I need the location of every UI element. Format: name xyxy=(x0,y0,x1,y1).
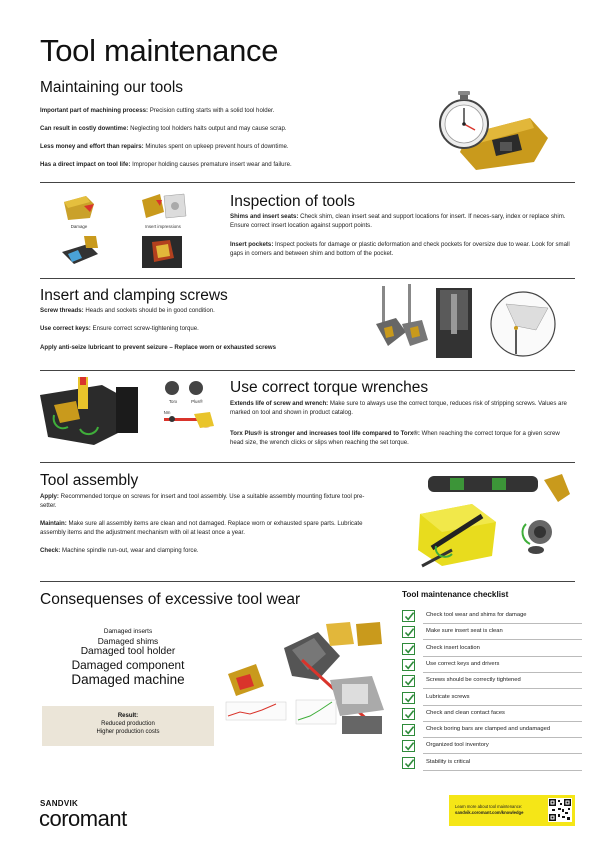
maintaining-heading: Maintaining our tools xyxy=(40,79,184,96)
checkbox-checked-icon[interactable] xyxy=(402,740,415,752)
checklist-item-label: Organized tool inventory xyxy=(426,742,489,749)
checklist-item xyxy=(402,690,582,706)
checklist-title: Tool maintenance checklist xyxy=(402,590,509,599)
checklist-item xyxy=(402,722,582,738)
checklist-item-label: Use correct keys and drivers xyxy=(426,660,500,667)
promo-link[interactable]: sandvik.coromant.com/knowledge xyxy=(455,809,524,815)
inspection-item: Insert pockets: Inspect pockets for damage or plastic deformation and check pockets for oversize due to wear. Look for small gaps in corners and between shim and bottom of the pocket. xyxy=(230,241,570,257)
result-box xyxy=(42,706,214,746)
damage-list xyxy=(38,628,218,688)
checklist-item xyxy=(402,608,582,624)
torque-heading: Use correct torque wrenches xyxy=(230,379,429,396)
checklist-item-label: Stability is critical xyxy=(426,758,471,765)
stopwatch-toolholder-image xyxy=(430,90,550,170)
checkbox-checked-icon[interactable] xyxy=(402,610,415,622)
checklist-item xyxy=(402,657,582,673)
checklist-item-label: Check insert location xyxy=(426,644,480,651)
inspection-item: Shims and insert seats: Check shim, clean insert seat and support locations for insert. If neces-sary, index or replace shim. Ensure correct insert location against support points. xyxy=(230,213,566,229)
result-line: Higher production costs xyxy=(96,729,160,736)
checklist-item-label: Check and clean contact faces xyxy=(426,709,505,716)
checkbox-checked-icon[interactable] xyxy=(402,675,415,687)
torx-plus-images xyxy=(160,378,218,438)
divider xyxy=(40,182,575,183)
screws-images xyxy=(376,284,576,364)
checkbox-checked-icon[interactable] xyxy=(402,692,415,704)
assembly-item: Maintain: Make sure all assembly items are clean and not damaged. Replace worn or exhausted spare parts. Lubricate assembly items and the adjustment mechanism with oil at least once a year. xyxy=(40,520,363,536)
inspection-heading: Inspection of tools xyxy=(230,193,355,210)
screws-item: Apply anti-seize lubricant to prevent seizure – Replace worn or exhausted screws xyxy=(40,344,277,351)
insert-impressions-image xyxy=(138,190,188,222)
toolholder-pocket-image xyxy=(60,234,100,270)
screws-heading: Insert and clamping screws xyxy=(40,287,228,304)
maintaining-item: Has a direct impact on tool life: Improper holding causes premature insert wear and failure. xyxy=(40,161,292,168)
checklist-item xyxy=(402,755,582,771)
screws-item: Screw threads: Heads and sockets should be in good condition. xyxy=(40,307,215,314)
torx-caption: Torx xyxy=(168,399,178,404)
assembly-heading: Tool assembly xyxy=(40,472,139,489)
screws-item: Use correct keys: Ensure correct screw-tightening torque. xyxy=(40,325,199,332)
divider xyxy=(40,370,575,371)
promo-text: Learn more about tool maintenance: sandvik.coromant.com/knowledge xyxy=(455,804,524,815)
assembly-item: Check: Machine spindle run-out, wear and clamping force. xyxy=(40,547,199,554)
tool-wear-consequence-image xyxy=(222,620,390,740)
damage-list-item: Damaged inserts xyxy=(103,628,153,635)
checklist-item-label: Check boring bars are clamped and undamaged xyxy=(426,726,551,733)
maintaining-item: Less money and effort than repairs: Minutes spent on upkeep prevent hours of downtime. xyxy=(40,143,289,150)
damage-list-item: Damaged tool holder xyxy=(80,645,176,657)
checklist-item xyxy=(402,624,582,640)
brand-logo-line1: SANDVIK xyxy=(40,799,79,808)
insert-impressions-caption: Insert impressions xyxy=(145,224,181,229)
checklist-item xyxy=(402,738,582,754)
divider xyxy=(40,462,575,463)
result-line: Reduced production xyxy=(101,721,155,728)
checklist-item-label: Screws should be correctly tightened xyxy=(426,677,521,684)
damage-list-item: Damaged shims xyxy=(97,635,159,646)
checklist-item-label: Make sure insert seat is clean xyxy=(426,628,503,635)
nm-caption: Nm xyxy=(163,410,171,415)
assembly-fixture-images xyxy=(412,470,576,574)
checklist-item xyxy=(402,673,582,689)
checkbox-checked-icon[interactable] xyxy=(402,626,415,638)
page-title: Tool maintenance xyxy=(40,33,279,68)
checkbox-checked-icon[interactable] xyxy=(402,757,415,769)
divider xyxy=(40,278,575,279)
assembly-item: Apply: Recommended torque on screws for insert and tool assembly. Use a suitable assembly mounting fixture tool pre-setter. xyxy=(40,493,365,509)
torque-wrench-toolholder-image xyxy=(40,375,144,455)
checklist-divider xyxy=(423,770,582,771)
checklist-item-label: Check tool wear and shims for damage xyxy=(426,612,527,618)
damage-caption: Damage xyxy=(70,224,88,229)
brand-logo-line2: coromant xyxy=(39,806,127,831)
maintaining-item: Important part of machining process: Precision cutting starts with a solid tool holder. xyxy=(40,107,275,114)
result-title: Result: xyxy=(117,713,139,719)
checkbox-checked-icon[interactable] xyxy=(402,708,415,720)
damage-list-item: Damaged component xyxy=(71,658,185,672)
checklist-item-label: Lubricate screws xyxy=(426,693,470,700)
damage-insert-image xyxy=(60,192,98,222)
damage-list-item: Damaged machine xyxy=(71,672,185,688)
checkbox-checked-icon[interactable] xyxy=(402,659,415,671)
pocket-damage-image xyxy=(140,234,186,270)
qr-code-icon[interactable] xyxy=(548,798,572,822)
checklist-item xyxy=(402,641,582,657)
maintaining-item: Can result in costly downtime: Neglecting tool holders halts output and may cause scrap. xyxy=(40,125,287,132)
divider xyxy=(40,581,575,582)
torx-plus-caption: Plus® xyxy=(191,399,203,404)
consequences-heading: Consequenses of excessive tool wear xyxy=(40,591,301,608)
checklist-item xyxy=(402,706,582,722)
torque-item: Extends life of screw and wrench: Make sure to always use the correct torque, reduces risk of stripping screws. Values are marked on tool and shown in product catalog. xyxy=(230,400,567,416)
checkbox-checked-icon[interactable] xyxy=(402,643,415,655)
promo-box[interactable] xyxy=(449,795,575,826)
checkbox-checked-icon[interactable] xyxy=(402,724,415,736)
torque-item: Torx Plus® is stronger and increases tool life compared to Torx®: When reaching the correct torque for a given screw head size, the wrench clicks or slips when reaching the set torque. xyxy=(230,430,560,446)
